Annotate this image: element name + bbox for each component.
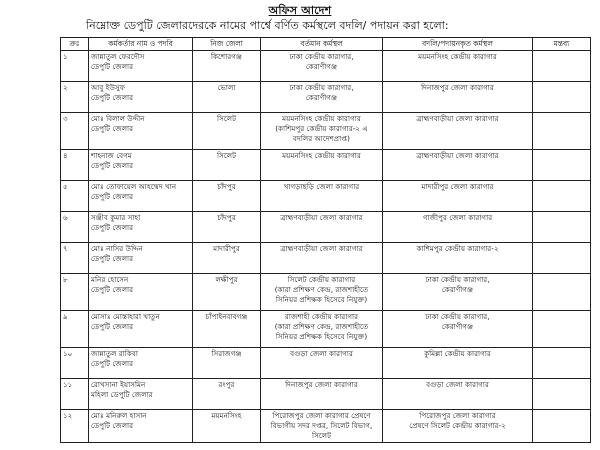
new-posting-line: দিনাজপুর জেলা কারাগার: [421, 83, 494, 92]
cell-serial: ৬: [61, 212, 89, 243]
officer-name-line: ডেপুটি জেলার: [91, 421, 134, 430]
cell-home-district: সিলেট: [193, 113, 261, 150]
current-posting-line: ঢাকা কেন্দ্রীয় কারাগার,: [289, 83, 354, 92]
cell-current-posting: [261, 113, 383, 150]
officer-name-line: ডেপুটি জেলার: [91, 254, 134, 263]
current-posting-line: বগুড়া জেলা কারাগার: [290, 349, 353, 358]
cell-new-posting: [383, 274, 533, 311]
current-posting-line: ময়মনসিংহ কেন্দ্রীয় কারাগার: [282, 114, 361, 123]
new-posting-line: ময়মনসিংহ কেন্দ্রীয় কারাগার: [418, 52, 497, 61]
officer-name-line: মোঃ তোফায়েল আহম্মেদ খান: [91, 182, 177, 191]
new-posting-line: ব্রাহ্মণবাড়ীয়া জেলা কারাগার: [416, 114, 499, 123]
cell-serial: ১১: [61, 379, 89, 410]
new-posting-line: কেরাণীগঞ্জ: [441, 285, 474, 294]
page-subtitle: নিম্নোক্ত ডেপুটি জেলারদেরকে নামের পার্শ্বে বর্ণিত কর্মস্থলে বদলি/ পদায়ন করা হলো:: [86, 19, 449, 32]
officer-name-line: ডেপুটি জেলার: [91, 223, 134, 232]
cell-home-district: ভোলা: [193, 82, 261, 113]
current-posting-line: (কারা প্রশিক্ষণ কেন্দ্র, রাজশাহীতে: [274, 322, 369, 331]
table-row: [61, 150, 591, 181]
cell-current-posting: [261, 212, 383, 243]
cell-remarks: [533, 410, 591, 443]
new-posting-line: প্রেষণে সিলেট কেন্দ্রীয় কারাগার-২: [409, 421, 506, 430]
cell-remarks: [533, 274, 591, 311]
officer-name-line: মোঃ নাসির উদ্দিন: [91, 244, 143, 253]
officer-name-line: ডেপুটি জেলার: [91, 359, 134, 368]
cell-remarks: [533, 82, 591, 113]
new-posting-line: কাশিমপুর কেন্দ্রীয় কারাগার-২: [416, 244, 499, 253]
cell-remarks: [533, 379, 591, 410]
cell-new-posting: [383, 51, 533, 82]
column-header-serial: ক্রঃ: [61, 38, 89, 51]
cell-serial: ৮: [61, 274, 89, 311]
officer-name-line: জান্নাতুল রাকিবা: [91, 349, 138, 358]
table-row: [61, 348, 591, 379]
cell-home-district: রংপুর: [193, 379, 261, 410]
current-posting-line: রাজশাহী কেন্দ্রীয় কারাগার: [284, 312, 359, 321]
cell-current-posting: [261, 181, 383, 212]
cell-new-posting: [383, 379, 533, 410]
cell-new-posting: [383, 212, 533, 243]
cell-new-posting: [383, 113, 533, 150]
cell-current-posting: [261, 379, 383, 410]
current-posting-line: (কারা প্রশিক্ষণ কেন্দ্র, রাজশাহীতে: [274, 285, 369, 294]
table-row: [61, 243, 591, 274]
officer-name-line: ডেপুটি জেলার: [91, 285, 134, 294]
cell-remarks: [533, 243, 591, 274]
officer-name-line: মোঃ বিলাল উদ্দীন: [91, 114, 145, 123]
new-posting-line: ঢাকা কেন্দ্রীয় কারাগার,: [425, 312, 490, 321]
cell-serial: ৫: [61, 181, 89, 212]
current-posting-line: ঢাকা কেন্দ্রীয় কারাগার,: [289, 52, 354, 61]
cell-officer-name: [89, 311, 193, 348]
table-row: [61, 82, 591, 113]
cell-remarks: [533, 113, 591, 150]
cell-home-district: সিলেট: [193, 150, 261, 181]
cell-serial: ৪: [61, 150, 89, 181]
cell-remarks: [533, 181, 591, 212]
column-header-new-posting: বদলি/পদায়নকৃত কর্মস্থল: [383, 38, 533, 51]
current-posting-line: সিনিয়র প্রশিক্ষক হিসেবে নিযুক্ত): [275, 295, 368, 304]
transfer-table: [60, 37, 591, 443]
new-posting-line: পিরোজপুর জেলা কারাগার: [419, 411, 496, 420]
table-row: [61, 51, 591, 82]
cell-home-district: সিরাজগঞ্জ: [193, 348, 261, 379]
cell-current-posting: [261, 243, 383, 274]
cell-remarks: [533, 212, 591, 243]
cell-home-district: কিশোরগঞ্জ: [193, 51, 261, 82]
officer-name-line: মোঃ মনিরুল হাসান: [91, 411, 147, 420]
new-posting-line: কুমিল্লা কেন্দ্রীয় কারাগার: [424, 349, 491, 358]
cell-current-posting: [261, 274, 383, 311]
new-posting-line: মাদারীপুর জেলা কারাগার: [421, 182, 494, 191]
cell-new-posting: [383, 181, 533, 212]
cell-officer-name: [89, 274, 193, 311]
cell-officer-name: [89, 348, 193, 379]
page-title: অফিস আদেশ: [268, 4, 332, 17]
table-body: [61, 51, 591, 443]
officer-name-line: ডেপুটি জেলার: [91, 192, 134, 201]
cell-new-posting: [383, 243, 533, 274]
cell-remarks: [533, 150, 591, 181]
current-posting-line: ব্রাহ্মণবাড়ীয়া জেলা কারাগার: [280, 244, 363, 253]
current-posting-line: কেরাণীগঞ্জ: [305, 93, 338, 102]
cell-officer-name: [89, 243, 193, 274]
table-row: [61, 311, 591, 348]
cell-serial: ৭: [61, 243, 89, 274]
cell-new-posting: [383, 82, 533, 113]
table-row: [61, 212, 591, 243]
new-posting-line: ব্রাহ্মণবাড়ীয়া জেলা কারাগার: [416, 151, 499, 160]
cell-serial: ৩: [61, 113, 89, 150]
cell-serial: ৯: [61, 311, 89, 348]
cell-officer-name: [89, 410, 193, 443]
new-posting-line: বগুড়া জেলা কারাগার: [426, 380, 489, 389]
table-row: [61, 181, 591, 212]
officer-name-line: মোসাঃ মোস্তাহারা খাতুন: [91, 312, 160, 321]
cell-serial: ১: [61, 51, 89, 82]
cell-officer-name: [89, 181, 193, 212]
new-posting-line: ঢাকা কেন্দ্রীয় কারাগার,: [425, 275, 490, 284]
cell-serial: ১২: [61, 410, 89, 443]
column-header-name: কর্মকর্তার নাম ও পদবি: [89, 38, 193, 51]
officer-name-line: ডেপুটি জেলার: [91, 93, 134, 102]
cell-current-posting: [261, 410, 383, 443]
cell-new-posting: [383, 150, 533, 181]
cell-officer-name: [89, 51, 193, 82]
cell-home-district: মাদারীপুর: [193, 243, 261, 274]
column-header-remarks: মন্তব্য: [533, 38, 591, 51]
cell-new-posting: [383, 410, 533, 443]
cell-home-district: চাঁদপুর: [193, 212, 261, 243]
current-posting-line: বদলির আদেশপ্রাপ্ত): [293, 134, 350, 143]
cell-current-posting: [261, 51, 383, 82]
current-posting-line: খাগড়াছড়ি জেলা কারাগার: [283, 182, 360, 191]
cell-remarks: [533, 348, 591, 379]
cell-serial: ২: [61, 82, 89, 113]
current-posting-line: (কাশিমপুর কেন্দ্রীয় কারাগার-২ এ: [275, 124, 368, 133]
officer-name-line: মনির হোসেন: [91, 275, 129, 284]
cell-home-district: লক্ষীপুর: [193, 274, 261, 311]
current-posting-line: কেরাণীগঞ্জ: [305, 62, 338, 71]
table-header-row: [61, 38, 591, 51]
cell-home-district: চাঁদপুর: [193, 181, 261, 212]
cell-current-posting: [261, 82, 383, 113]
current-posting-line: ব্রাহ্মণবাড়ীয়া জেলা কারাগার: [280, 213, 363, 222]
column-header-home-district: নিজ জেলা: [193, 38, 261, 51]
current-posting-line: পিরোজপুর জেলা কারাগার প্রেষণে: [272, 411, 371, 420]
table-row: [61, 274, 591, 311]
officer-name-line: শাহনাজ বেগম: [91, 151, 132, 160]
cell-officer-name: [89, 113, 193, 150]
cell-remarks: [533, 51, 591, 82]
table-row: [61, 379, 591, 410]
cell-remarks: [533, 311, 591, 348]
current-posting-line: সিলেট কেন্দ্রীয় কারাগার: [287, 275, 356, 284]
current-posting-line: সিনিয়র প্রশিক্ষক হিসেবে নিযুক্ত): [275, 332, 368, 341]
cell-officer-name: [89, 82, 193, 113]
cell-current-posting: [261, 311, 383, 348]
cell-current-posting: [261, 150, 383, 181]
officer-name-line: রোখসানা ইয়াসমিন: [91, 380, 146, 389]
officer-name-line: ডেপুটি জেলার: [91, 161, 134, 170]
current-posting-line: ময়মনসিংহ কেন্দ্রীয় কারাগার: [282, 151, 361, 160]
new-posting-line: কেরাণীগঞ্জ: [441, 322, 474, 331]
cell-officer-name: [89, 379, 193, 410]
table-row: [61, 113, 591, 150]
officer-name-line: ডেপুটি জেলার: [91, 322, 134, 331]
current-posting-line: দিনাজপুর জেলা কারাগার: [285, 380, 358, 389]
cell-officer-name: [89, 150, 193, 181]
cell-new-posting: [383, 311, 533, 348]
cell-current-posting: [261, 348, 383, 379]
cell-officer-name: [89, 212, 193, 243]
cell-serial: ১০: [61, 348, 89, 379]
officer-name-line: সঞ্জীব কুমার সাহা: [91, 213, 141, 222]
cell-new-posting: [383, 348, 533, 379]
officer-name-line: মহিলা ডেপুটি জেলার: [91, 390, 153, 399]
column-header-current-posting: বর্তমান কর্মস্থল: [261, 38, 383, 51]
new-posting-line: গাজীপুর জেলা কারাগার: [422, 213, 493, 222]
current-posting-line: বিভাগীয় সদর দপ্তর, সিলেট বিভাগ, সিলেট: [270, 421, 373, 440]
table-row: [61, 410, 591, 443]
officer-name-line: জান্নাতুল ফেরদৌস: [91, 52, 145, 61]
cell-home-district: ময়মনসিংহ: [193, 410, 261, 443]
cell-home-district: চাঁপাইনবাবগঞ্জ: [193, 311, 261, 348]
officer-name-line: ডেপুটি জেলার: [91, 62, 134, 71]
officer-name-line: ডেপুটি জেলার: [91, 124, 134, 133]
officer-name-line: আবু ইউসুফ: [91, 83, 126, 92]
